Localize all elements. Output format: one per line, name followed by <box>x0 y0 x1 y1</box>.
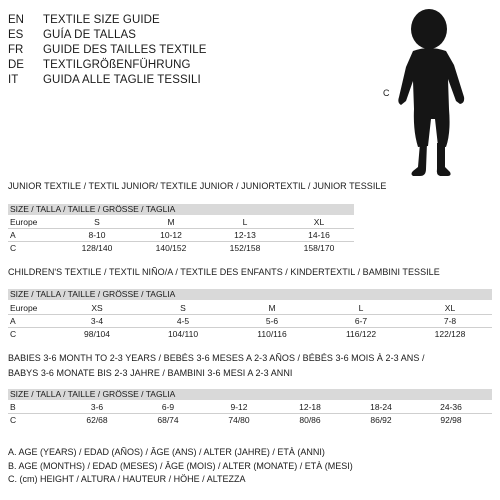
table-row <box>8 242 354 254</box>
table-cell: M <box>268 303 276 313</box>
row-label: C <box>10 415 17 425</box>
table-cell: 68/74 <box>157 415 179 425</box>
junior-size-header: SIZE / TALLA / TAILLE / GRÖSSE / TAGLIA <box>8 204 354 215</box>
table-cell: 158/170 <box>303 243 335 253</box>
language-title: GUIDA ALLE TAGLIE TESSILI <box>43 74 201 86</box>
children-size-header: SIZE / TALLA / TAILLE / GRÖSSE / TAGLIA <box>8 289 492 300</box>
height-marker: C <box>383 88 390 98</box>
table-cell: 3-4 <box>90 316 104 326</box>
language-row-it <box>8 73 207 88</box>
size-legend <box>8 446 353 487</box>
table-row <box>8 328 492 340</box>
language-title: GUÍA DE TALLAS <box>43 29 137 41</box>
table-cell: 5-6 <box>265 316 279 326</box>
row-label: Europe <box>10 217 38 227</box>
size-guide-header <box>8 13 207 88</box>
table-cell: S <box>94 217 100 227</box>
table-row <box>8 315 492 327</box>
table-cell: 4-5 <box>176 316 190 326</box>
language-code: DE <box>8 59 24 71</box>
table-cell: 6-7 <box>354 316 368 326</box>
table-cell: XS <box>91 303 103 313</box>
language-title: TEXTILGRÖßENFÜHRUNG <box>43 59 191 71</box>
table-cell: L <box>242 217 248 227</box>
table-cell: 7-8 <box>443 316 457 326</box>
table-cell: XL <box>444 303 456 313</box>
table-row <box>8 302 492 314</box>
language-title: TEXTILE SIZE GUIDE <box>43 14 160 26</box>
language-row-en <box>8 13 207 28</box>
table-cell: 116/122 <box>345 329 377 339</box>
table-cell: 92/98 <box>440 415 462 425</box>
table-cell: 3-6 <box>90 402 104 412</box>
table-cell: 86/92 <box>370 415 392 425</box>
language-code: EN <box>8 14 24 26</box>
legend-item-height: C. (cm) HEIGHT / ALTURA / HAUTEUR / HÖHE / ALTEZZA <box>8 474 246 484</box>
table-cell: 152/158 <box>229 243 261 253</box>
table-row <box>8 414 492 426</box>
table-cell: 74/80 <box>228 415 250 425</box>
table-cell: 80/86 <box>299 415 321 425</box>
language-code: ES <box>8 29 24 41</box>
table-cell: 8-10 <box>88 230 106 240</box>
table-cell: 128/140 <box>81 243 113 253</box>
language-title: GUIDE DES TAILLES TEXTILE <box>43 44 207 56</box>
table-row <box>8 229 354 241</box>
table-cell: 9-12 <box>230 402 248 412</box>
children-section-title: CHILDREN'S TEXTILE / TEXTIL NIÑO/A / TEXTILE DES ENFANTS / KINDERTEXTIL / BAMBINI TESSILE <box>8 267 440 277</box>
language-code: IT <box>8 74 19 86</box>
babies-size-header: SIZE / TALLA / TAILLE / GRÖSSE / TAGLIA <box>8 389 492 400</box>
table-cell: 18-24 <box>370 402 392 412</box>
language-row-es <box>8 28 207 43</box>
language-code: FR <box>8 44 24 56</box>
legend-item-age-years: A. AGE (YEARS) / EDAD (AÑOS) / ÂGE (ANS) / ALTER (JAHRE) / ETÀ (ANNI) <box>8 447 325 457</box>
row-label: C <box>10 243 17 253</box>
language-row-fr <box>8 43 207 58</box>
table-cell: L <box>358 303 364 313</box>
table-cell: 104/110 <box>167 329 199 339</box>
table-cell: M <box>167 217 175 227</box>
legend-item-age-months: B. AGE (MONTHS) / EDAD (MESES) / ÂGE (MOIS) / ALTER (MONATE) / ETÀ (MESI) <box>8 460 353 471</box>
babies-section-title-line2: BABYS 3-6 MONATE BIS 2-3 JAHRE / BAMBINI 3-6 MESI A 2-3 ANNI <box>8 368 293 378</box>
table-cell: 10-12 <box>160 230 182 240</box>
table-cell: 6-9 <box>161 402 175 412</box>
table-cell: XL <box>313 217 325 227</box>
table-row <box>8 216 354 228</box>
table-cell: 110/116 <box>257 329 287 339</box>
junior-section-title: JUNIOR TEXTILE / TEXTIL JUNIOR/ TEXTILE JUNIOR / JUNIORTEXTIL / JUNIOR TESSILE <box>8 181 387 191</box>
row-label: C <box>10 329 17 339</box>
table-cell: 14-16 <box>308 230 330 240</box>
table-cell: 24-36 <box>440 402 462 412</box>
row-label: A <box>10 316 16 326</box>
language-row-de <box>8 58 207 73</box>
table-cell: 98/104 <box>84 329 110 339</box>
child-silhouette-icon <box>380 5 490 180</box>
table-cell: S <box>180 303 186 313</box>
table-cell: 12-13 <box>234 230 256 240</box>
table-cell: 122/128 <box>434 329 466 339</box>
row-label: Europe <box>10 303 38 313</box>
table-cell: 62/68 <box>86 415 108 425</box>
table-cell: 140/152 <box>155 243 187 253</box>
babies-section-title: BABIES 3-6 MONTH TO 2-3 YEARS / BEBÉS 3-6 MESES A 2-3 AÑOS / BÉBÉS 3-6 MOIS À 2-3 ANS / <box>8 353 425 363</box>
table-cell: 12-18 <box>299 402 321 412</box>
row-label: B <box>10 402 16 412</box>
row-label: A <box>10 230 16 240</box>
table-row <box>8 401 492 413</box>
